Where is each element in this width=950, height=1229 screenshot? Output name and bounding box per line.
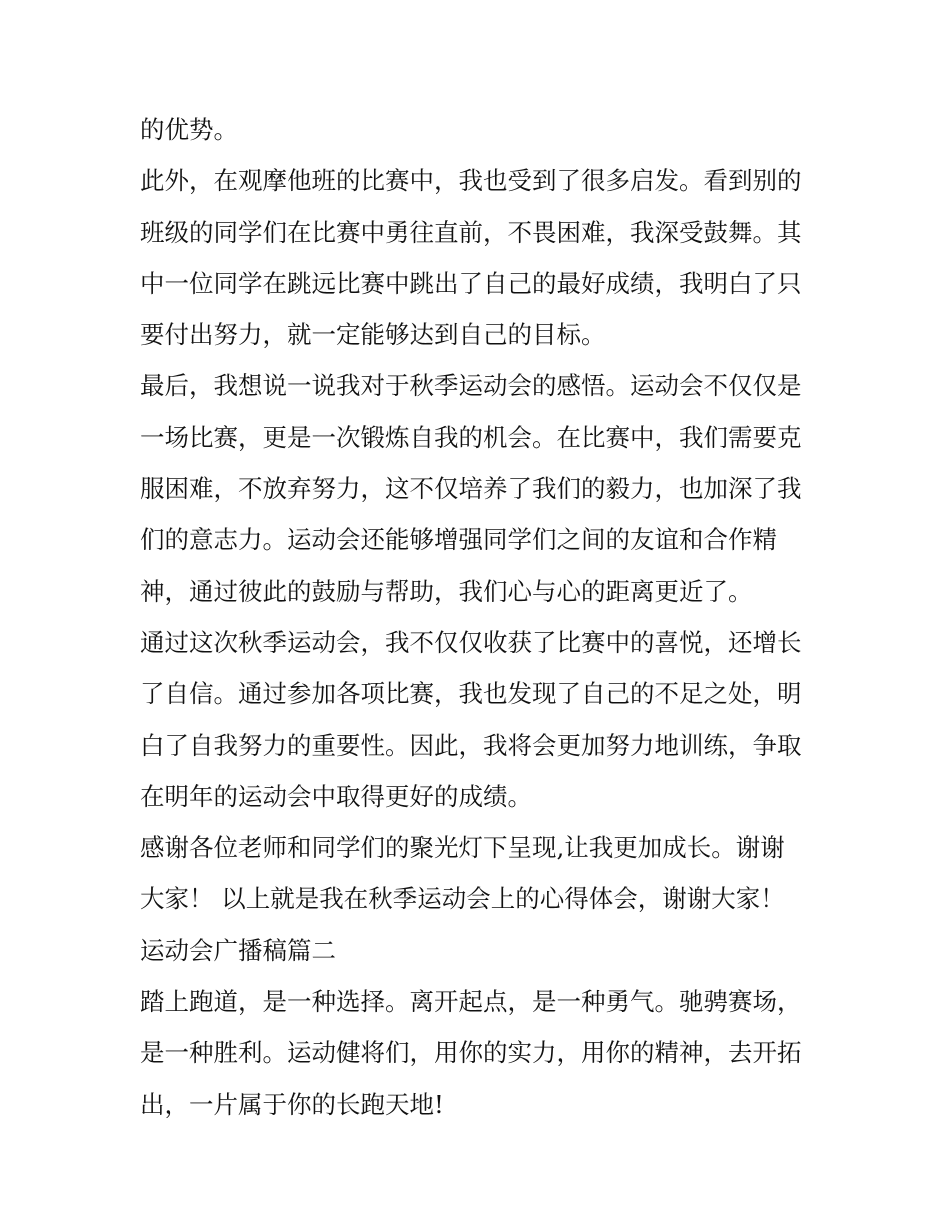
text-line: 白了自我努力的重要性。因此，我将会更加努力地训练，争取 xyxy=(140,730,802,760)
text-line: 感谢各位老师和同学们的聚光灯下呈现,让我更加成长。谢谢 xyxy=(140,833,785,863)
text-line: 一场比赛，更是一次锻炼自我的机会。在比赛中，我们需要克 xyxy=(140,422,802,452)
text-line: 的优势。 xyxy=(140,115,238,144)
text-line: 了自信。通过参加各项比赛，我也发现了自己的不足之处，明 xyxy=(140,679,802,709)
document-body xyxy=(140,104,812,1130)
text-line: 要付出努力，就一定能够达到自己的目标。 xyxy=(140,320,606,350)
text-line: 是一种胜利。运动健将们，用你的实力，用你的精神，去开拓 xyxy=(140,1038,802,1068)
text-line: 在明年的运动会中取得更好的成绩。 xyxy=(140,781,532,811)
text-line: 中一位同学在跳远比赛中跳出了自己的最好成绩，我明白了只 xyxy=(140,268,802,298)
text-line: 服困难，不放弃努力，这不仅培养了我们的毅力，也加深了我 xyxy=(140,474,802,504)
text-line: 神，通过彼此的鼓励与帮助，我们心与心的距离更近了。 xyxy=(140,576,753,606)
text-line: 出，一片属于你的长跑天地! xyxy=(140,1089,444,1119)
text-line: 班级的同学们在比赛中勇往直前，不畏困难，我深受鼓舞。其 xyxy=(140,217,802,247)
text-line: 此外，在观摩他班的比赛中，我也受到了很多启发。看到别的 xyxy=(140,166,802,196)
text-line: 通过这次秋季运动会，我不仅仅收获了比赛中的喜悦，还增长 xyxy=(140,627,802,657)
text-line: 大家！ 以上就是我在秋季运动会上的心得体会，谢谢大家！ xyxy=(140,884,785,914)
text-line: 踏上跑道，是一种选择。离开起点，是一种勇气。驰骋赛场， xyxy=(140,987,802,1017)
text-line: 最后，我想说一说我对于秋季运动会的感悟。运动会不仅仅是 xyxy=(140,371,802,401)
section-heading: 运动会广播稿篇二 xyxy=(140,935,336,965)
text-line: 们的意志力。运动会还能够增强同学们之间的友谊和合作精 xyxy=(140,525,777,555)
